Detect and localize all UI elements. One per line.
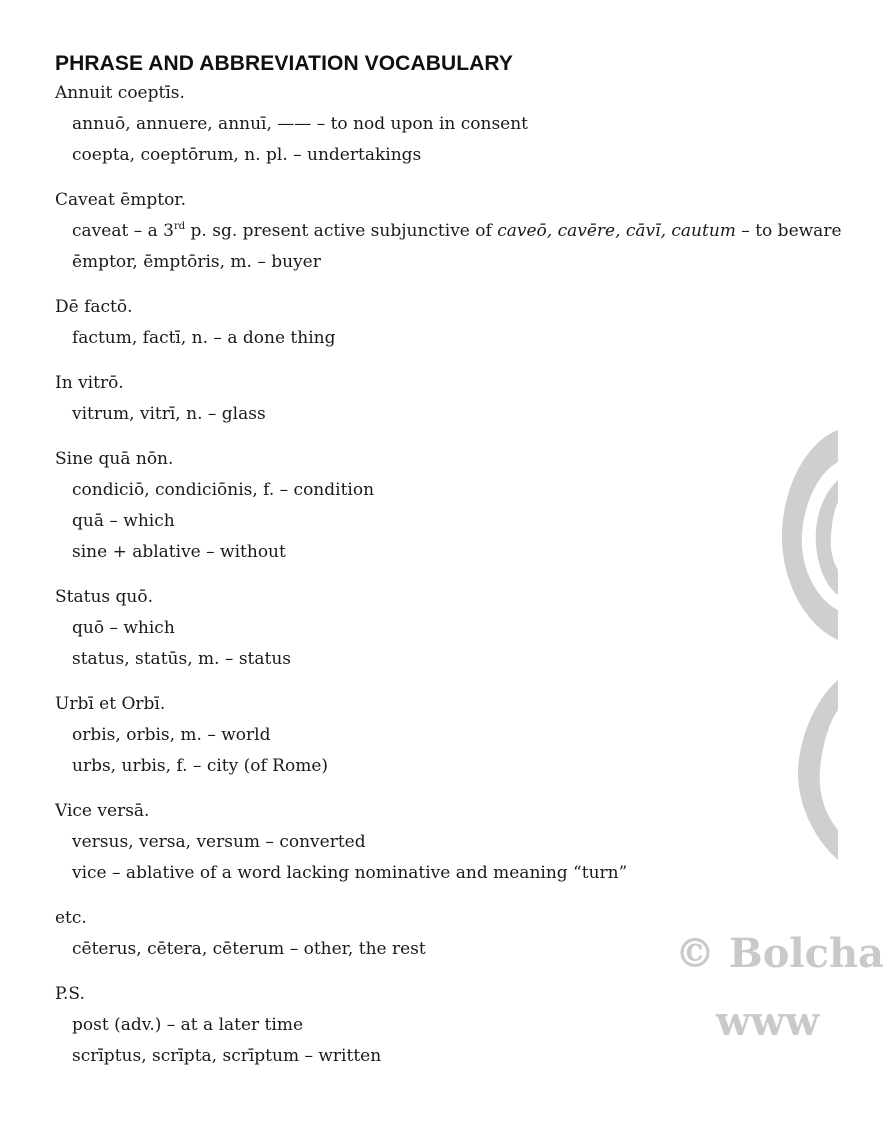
definition: vice – ablative of a word lacking nominative and meaning “turn” <box>72 863 628 883</box>
definition: ēmptor, ēmptōris, m. – buyer <box>72 252 321 272</box>
phrase: Urbī et Orbī. <box>55 694 166 714</box>
vocab-entry <box>55 78 838 171</box>
definition-text: p. sg. present active subjunctive of <box>185 221 498 241</box>
definition: quō – which <box>72 618 175 638</box>
page-title: PHRASE AND ABBREVIATION VOCABULARY <box>55 52 514 75</box>
ordinal-suffix: rd <box>173 221 186 232</box>
definition <box>55 216 842 247</box>
definition-text: – to beware <box>735 221 842 241</box>
vocab-entry <box>55 689 838 782</box>
definition: quā – which <box>72 511 175 531</box>
watermark-url: www <box>716 998 820 1045</box>
phrase: Sine quā nōn. <box>55 449 174 469</box>
definition: urbs, urbis, f. – city (of Rome) <box>72 756 329 776</box>
vocab-entry <box>55 582 838 675</box>
definition: factum, factī, n. – a done thing <box>72 328 336 348</box>
principal-parts: caveō, cavēre, cāvī, cautum <box>497 221 736 241</box>
definition: coepta, coeptōrum, n. pl. – undertakings <box>72 145 422 165</box>
phrase: Dē factō. <box>55 297 133 317</box>
vocab-entry <box>55 444 838 568</box>
definition: sine + ablative – without <box>72 542 286 562</box>
definition: cēterus, cētera, cēterum – other, the rest <box>72 939 426 959</box>
vocab-entry <box>55 979 838 1072</box>
phrase: In vitrō. <box>55 373 124 393</box>
phrase: Vice versā. <box>55 801 150 821</box>
vocab-entry <box>55 796 838 889</box>
definition: orbis, orbis, m. – world <box>72 725 271 745</box>
watermark-copyright: © Bolcha <box>675 930 884 977</box>
definition: post (adv.) – at a later time <box>72 1015 304 1035</box>
definition: annuō, annuere, annuī, —— – to nod upon in consent <box>72 114 529 134</box>
definition: scrīptus, scrīpta, scrīptum – written <box>72 1046 382 1066</box>
vocabulary-page <box>55 50 842 1086</box>
phrase: Status quō. <box>55 587 153 607</box>
definition-text: caveat – a 3 <box>72 221 174 241</box>
definition: versus, versa, versum – converted <box>72 832 366 852</box>
vocab-entry <box>55 368 838 430</box>
definition: condiciō, condiciōnis, f. – condition <box>72 480 375 500</box>
phrase: Annuit coeptīs. <box>55 83 185 103</box>
vocab-entry <box>55 185 842 278</box>
vocab-entry <box>55 292 838 354</box>
definition: vitrum, vitrī, n. – glass <box>72 404 266 424</box>
phrase: etc. <box>55 908 87 928</box>
definition: status, statūs, m. – status <box>72 649 292 669</box>
phrase: P.S. <box>55 984 85 1004</box>
phrase: Caveat ēmptor. <box>55 190 186 210</box>
vocab-entry <box>55 903 838 965</box>
